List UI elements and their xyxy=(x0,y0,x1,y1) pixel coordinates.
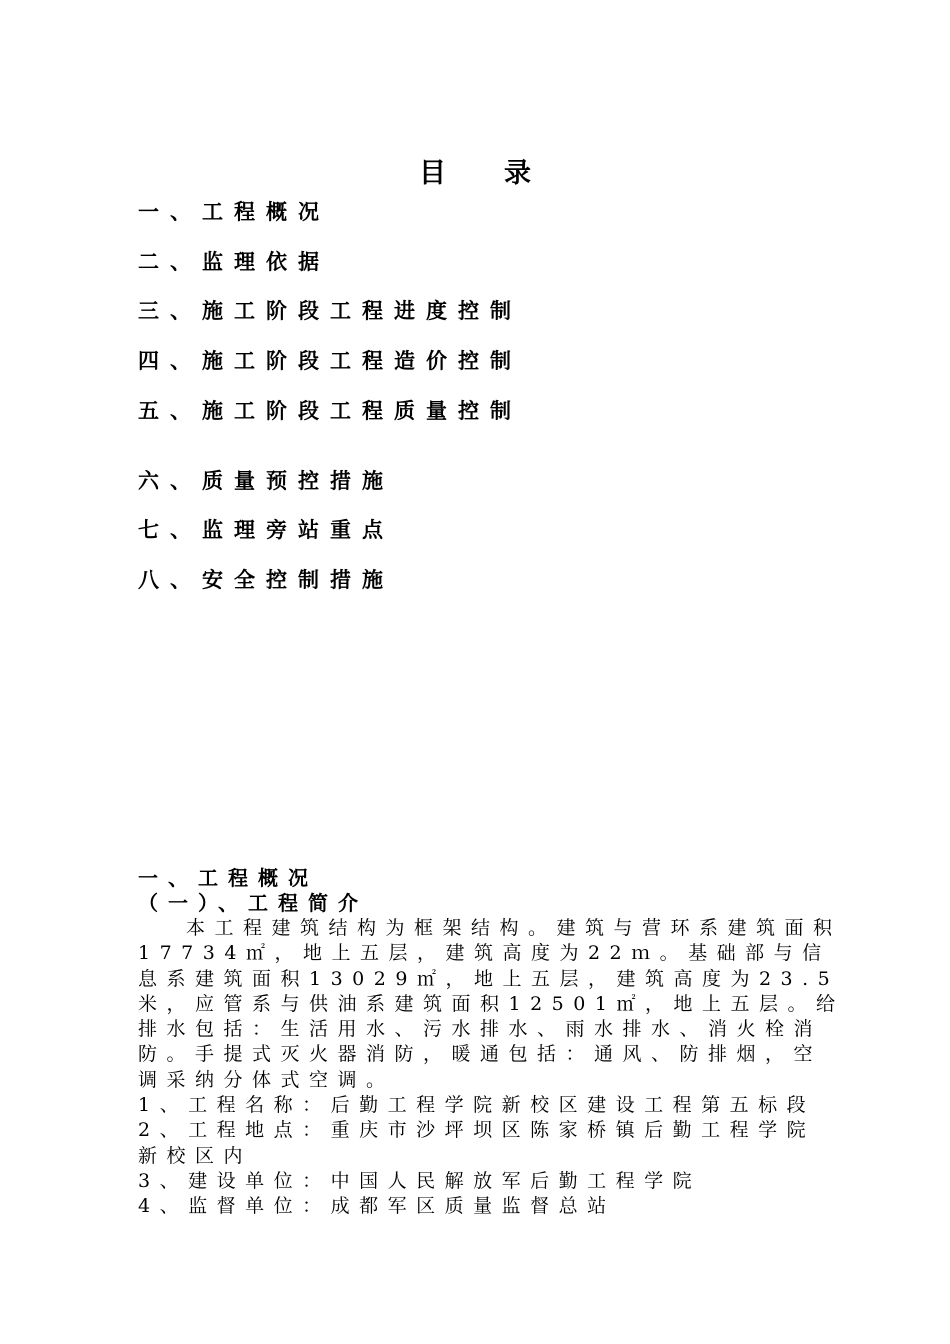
section-subheading: （一）、工程简介 xyxy=(138,891,368,915)
section-heading: 一、工程概况 xyxy=(138,866,318,890)
section-project-overview xyxy=(138,866,858,1220)
toc-item-5: 五、施工阶段工程质量控制 xyxy=(138,398,522,423)
project-name-item: 1、工程名称：后勤工程学院新校区建设工程第五标段 xyxy=(138,1094,816,1117)
supervision-unit-item: 4、监督单位：成都军区质量监督总站 xyxy=(138,1195,616,1218)
toc-item-8: 八、安全控制措施 xyxy=(138,567,394,592)
toc-item-2: 二、监理依据 xyxy=(138,249,330,274)
project-description: 本工程建筑结构为框架结构。建筑与营环系建筑面积17734㎡，地上五层，建筑高度为22ｍ。基础部与信息系建筑面积13029㎡，地上五层，建筑高度为23.5米，应管系与供油系建筑面积12501㎡，地上五层。给排水包括：生活用水、污水排水、雨水排水、消火栓消防。手提式灭火器消防，暖通包括：通风、防排烟，空调采纳分体式空调。 xyxy=(138,917,845,1091)
toc-item-4: 四、施工阶段工程造价控制 xyxy=(138,348,522,373)
construction-unit-item: 3、建设单位：中国人民解放军后勤工程学院 xyxy=(138,1169,702,1192)
toc-item-1: 一、工程概况 xyxy=(138,199,330,224)
toc-item-3: 三、施工阶段工程进度控制 xyxy=(138,298,522,323)
toc-item-7: 七、监理旁站重点 xyxy=(138,517,394,542)
project-location-item: 2、工程地点：重庆市沙坪坝区陈家桥镇后勤工程学院新校区内 xyxy=(138,1119,816,1167)
toc-title: 目录 xyxy=(419,158,589,189)
toc-item-6: 六、质量预控措施 xyxy=(138,468,394,493)
